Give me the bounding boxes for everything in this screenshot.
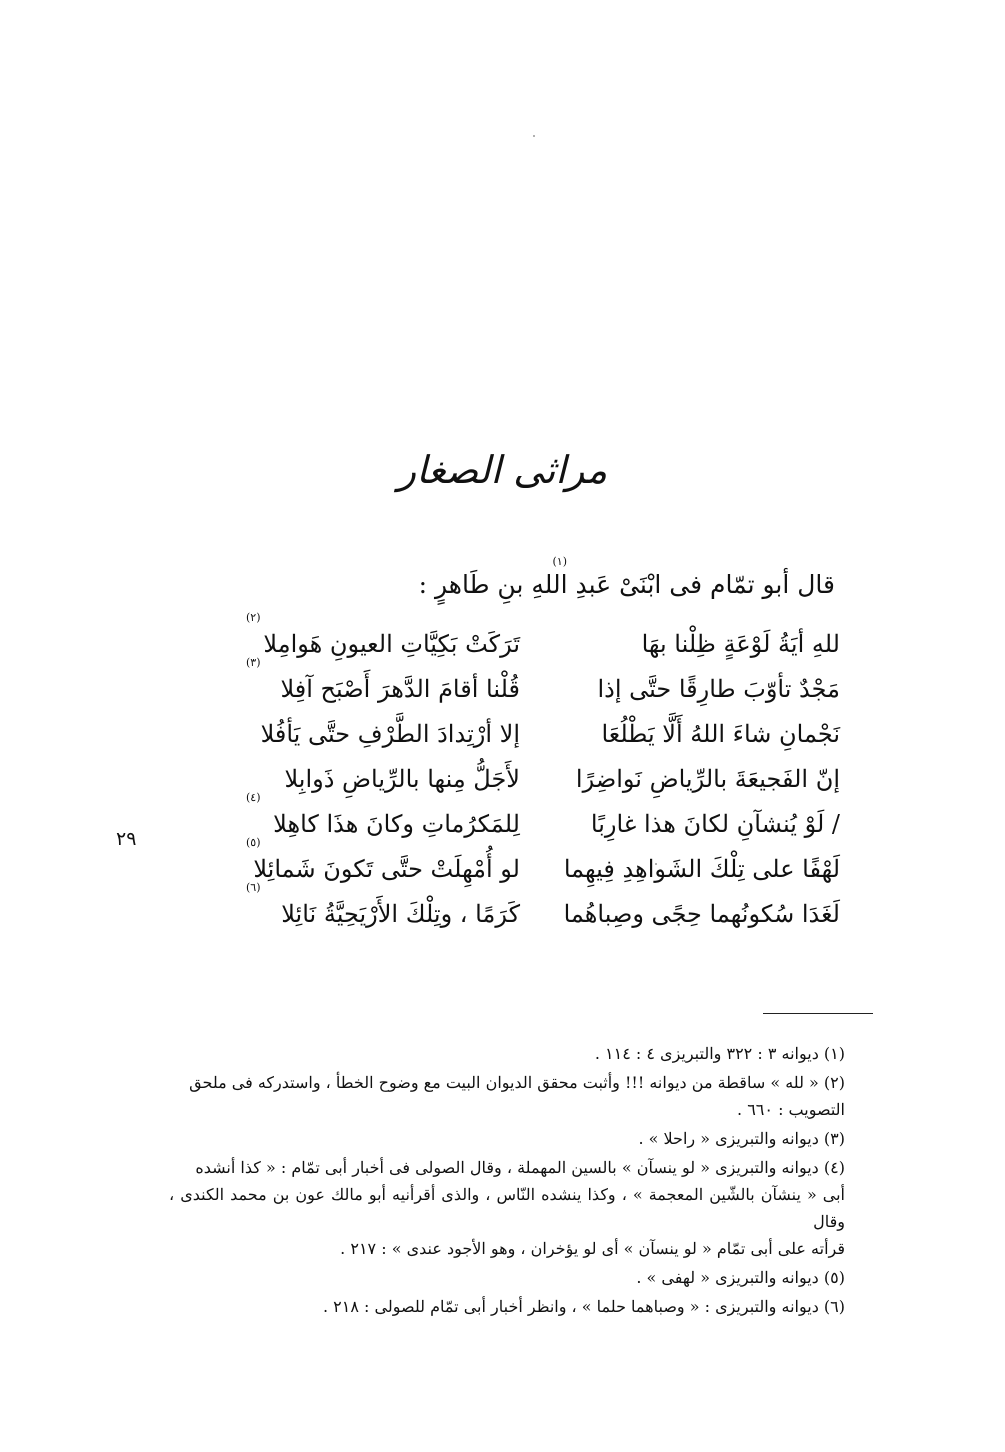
footnote xyxy=(169,1069,845,1123)
first-hemistich: نَجْمانِ شاءَ اللهُ أَلَّا يَطْلُعَا xyxy=(601,720,840,748)
footnote xyxy=(169,1125,845,1152)
footnote-text: ديوانه والتبريزى « راحلا » . xyxy=(638,1129,819,1148)
poem-verse xyxy=(220,791,840,847)
footnote-marker: (٦) xyxy=(246,881,261,894)
footnote xyxy=(169,1293,845,1320)
footnote xyxy=(169,1154,845,1262)
second-hemistich: تَرَكَتْ بَكِيَّاتِ العيونِ هَوامِلا xyxy=(263,630,520,658)
intro-text: قال أبو تمّام فى ابْنَىْ عَبدِ اللهِ بنِ طَاهرٍ : xyxy=(418,570,835,599)
second-hemistich: كَرَمًا ، وتِلْكَ الأَرْيَحِيَّةُ نَائِلا xyxy=(281,900,520,928)
poem-verse xyxy=(220,881,840,937)
poem-verse xyxy=(220,712,840,757)
poem-verse xyxy=(220,656,840,712)
footnote-text: أبى « ينشآن بالشّين المعجمة » ، وكذا ينشده النّاس ، والذى أقرأنيه أبو مالك عون بن محمد الكندى ، وقال xyxy=(169,1185,845,1231)
first-hemistich: / لَوْ يُنشآنِ لكانَ هذا غارِبًا xyxy=(590,810,840,838)
paper-speck xyxy=(533,135,535,137)
second-hemistich: لِلمَكرُماتِ وكانَ هذَا كاهِلا xyxy=(273,810,520,838)
first-hemistich: لَغَدَا سُكونُهما حِجًى وصِباهُما xyxy=(563,900,840,928)
footnote-line xyxy=(169,1096,845,1123)
footnote-line xyxy=(169,1293,845,1320)
footnote-marker: (٥) xyxy=(246,836,261,849)
footnote xyxy=(169,1264,845,1291)
chapter-title: مراثى الصغار xyxy=(397,448,608,492)
footnote-line xyxy=(169,1264,845,1291)
footnote-text: التصويب : ٦٦٠ . xyxy=(737,1100,845,1119)
second-hemistich: لو أُمْهِلَتْ حتَّى تَكونَ شَمائِلا xyxy=(253,855,520,883)
page-number: ٢٩ xyxy=(116,828,137,850)
footnote-line xyxy=(169,1040,845,1067)
poem xyxy=(220,611,840,937)
first-hemistich: مَجْدٌ تأوّبَ طارِقًا حتَّى إذا xyxy=(597,675,840,703)
first-hemistich: لَهْفًا على تِلْكَ الشَواهِدِ فِيهِما xyxy=(563,855,840,883)
footnote-text: ديوانه والتبريزى « لو ينسآن » بالسين المهملة ، وقال الصولى فى أخبار أبى تمّام : « كذا أنشده xyxy=(195,1158,819,1177)
footnote-label: (٥) xyxy=(823,1268,845,1287)
footnote xyxy=(169,1040,845,1067)
footnote-marker: (٣) xyxy=(246,656,261,669)
first-hemistich: للهِ أيَةُ لَوْعَةٍ ظِلْنا بهَا xyxy=(641,630,840,658)
second-hemistich: قُلْنا أقامَ الدَّهرَ أَصْبَح آفِلا xyxy=(280,675,520,703)
footnote-label: (١) xyxy=(823,1044,845,1063)
footnote-marker: (٤) xyxy=(246,791,261,804)
second-hemistich: لأَجَلُّ مِنها بالرِّياضِ ذَوابِلا xyxy=(284,765,520,793)
footnotes xyxy=(169,1040,845,1322)
footnote-text: قرأته على أبى تمّام « لو ينسآن » أى لو يؤخران ، وهو الأجود عندى » : ٢١٧ . xyxy=(340,1239,845,1258)
footnote-line xyxy=(169,1069,845,1096)
footnote-line xyxy=(169,1154,845,1181)
footnote-text: « لله » ساقطة من ديوانه !!! وأثبت محقق الديوان البيت مع وضوح الخطأ ، واستدركه فى ملحق xyxy=(189,1073,819,1092)
footnote-label: (٢) xyxy=(823,1073,845,1092)
footnote-text: ديوانه ٣ : ٣٢٢ والتبريزى ٤ : ١١٤ . xyxy=(594,1044,819,1063)
footnote-line xyxy=(169,1125,845,1152)
poem-verse xyxy=(220,836,840,892)
footnote-text: ديوانه والتبريزى : « وصباهما حلما » ، وانظر أخبار أبى تمّام للصولى : ٢١٨ . xyxy=(323,1297,819,1316)
footnote-marker: (١) xyxy=(552,555,567,568)
footnote-text: ديوانه والتبريزى « لهفى » . xyxy=(636,1268,819,1287)
second-hemistich: إلا أرْتِدادَ الطَّرْفِ حتَّى يَأفُلا xyxy=(260,720,520,748)
footnote-label: (٦) xyxy=(823,1297,845,1316)
footnote-label: (٣) xyxy=(823,1129,845,1148)
poem-introduction xyxy=(135,555,835,599)
footnote-line xyxy=(169,1181,845,1235)
poem-verse xyxy=(220,757,840,802)
footnote-separator xyxy=(763,1013,873,1014)
poem-verse xyxy=(220,611,840,667)
footnote-marker: (٢) xyxy=(246,611,261,624)
footnote-line xyxy=(169,1235,845,1262)
first-hemistich: إنّ الفَجيعَةَ بالرِّياضِ نَواضِرًا xyxy=(575,765,840,793)
footnote-label: (٤) xyxy=(823,1158,845,1177)
